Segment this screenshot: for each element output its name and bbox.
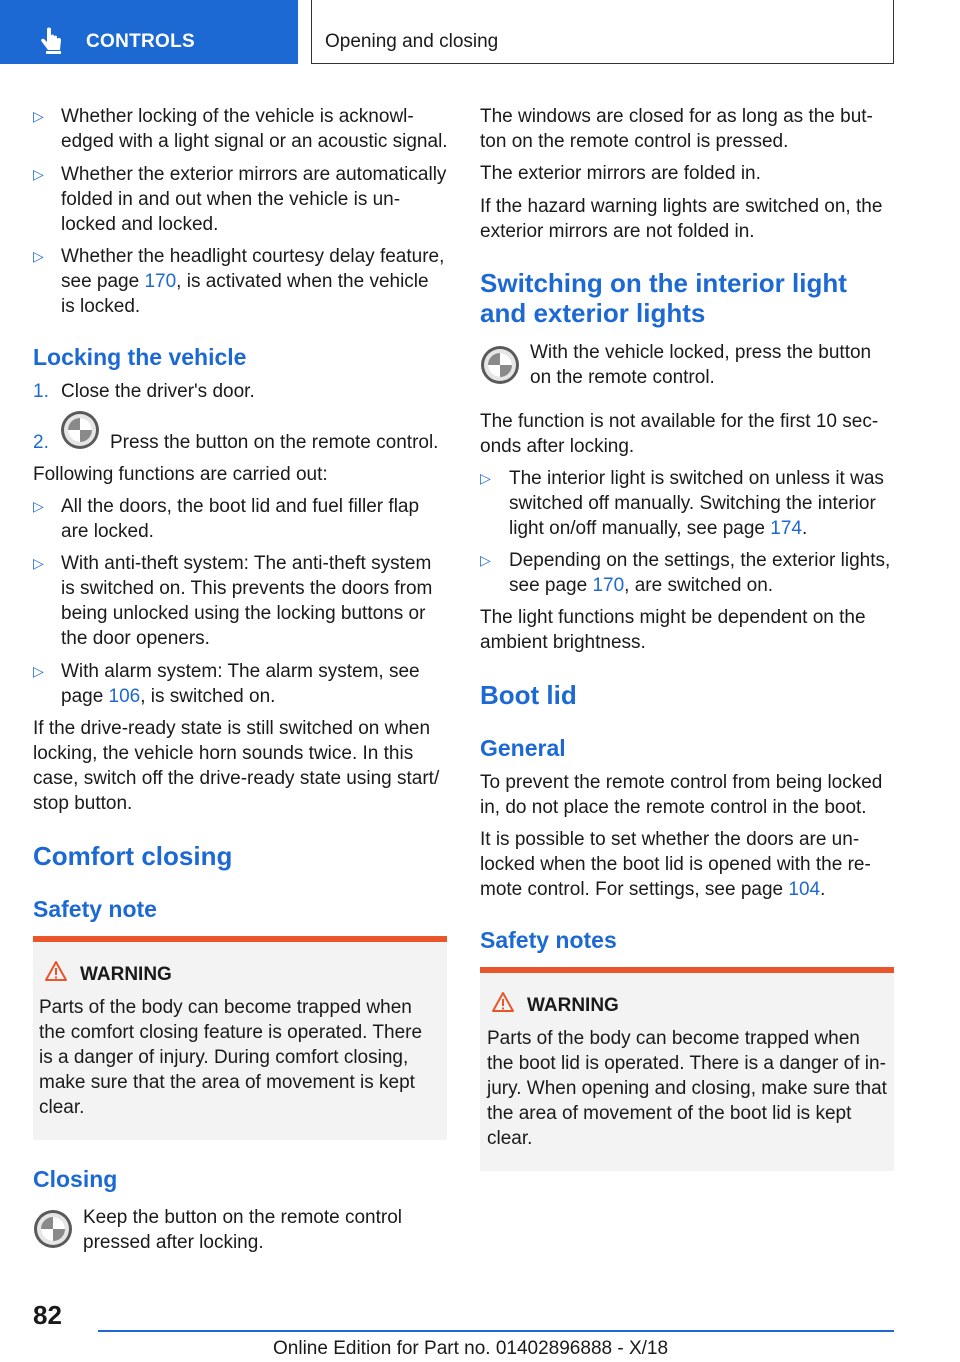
text-line: The interior light is switched on unless it was [509,468,884,489]
heading-interior-light: Switching on the interior light [480,268,847,298]
text-line: locking, the vehicle horn sounds twice. In this [33,743,414,764]
text-line: If the drive-ready state is still switched on when [33,718,431,739]
remote-lock-button-icon [33,1209,73,1249]
heading-general: General [480,735,566,761]
bullet-icon: ▷ [480,552,491,568]
text-line: jury. When opening and closing, make sure that [487,1078,887,1099]
text-line: Whether locking of the vehicle is acknowl- [61,106,414,127]
heading-interior-light-line2: and exterior lights [480,298,706,328]
text-line: It is possible to set whether the doors are un- [480,829,860,850]
text-line: see page 170, is activated when the vehicle [61,271,429,292]
page-link[interactable]: 170 [592,575,625,596]
text-line: case, switch off the drive-ready state using start/ [33,768,440,789]
remote-lock-button-icon [60,410,100,450]
bullet-icon: ▷ [33,166,44,182]
text-line: ton on the remote control is pressed. [480,131,789,152]
hand-pointer-icon [36,26,66,56]
remote-lock-button-icon [480,345,520,385]
warning-triangle-icon [491,991,515,1013]
text-line: All the doors, the boot lid and fuel filler flap [61,496,420,517]
text-line: page 106, is switched on. [61,686,276,707]
bullet-icon: ▷ [33,498,44,514]
text-line: With alarm system: The alarm system, see [61,661,420,682]
text-line: The function is not available for the first 10 sec- [480,411,879,432]
text-line: clear. [487,1128,533,1149]
text-line: is a danger of injury. During comfort closing, [39,1047,409,1068]
warning-title: WARNING [527,995,619,1016]
text-line: the door openers. [61,628,210,649]
section-label: CONTROLS [86,31,196,52]
text-line: being unlocked using the locking buttons or [61,603,426,624]
text-line: ambient brightness. [480,632,646,653]
text-line: pressed after locking. [83,1232,264,1253]
heading-boot-lid: Boot lid [480,680,577,710]
text-line: locked when the boot lid is opened with the re- [480,854,871,875]
heading-comfort-closing: Comfort closing [33,841,233,871]
text-line: With the vehicle locked, press the button [530,342,872,363]
text-line: Whether the exterior mirrors are automatically [61,164,447,185]
page-number: 82 [33,1300,62,1330]
heading-closing: Closing [33,1166,118,1192]
text-line: clear. [39,1097,85,1118]
text-line: Following functions are carried out: [33,464,328,485]
text-line: are locked. [61,521,154,542]
text-line: To prevent the remote control from being locked [480,772,883,793]
page-link[interactable]: 174 [770,518,802,539]
text-line: Close the driver's door. [61,381,255,402]
text-line: Depending on the settings, the exterior lights, [509,550,891,571]
heading-safety-notes: Safety notes [480,927,617,953]
text-line: locked and locked. [61,214,219,235]
page-link[interactable]: 170 [144,271,177,292]
step-number: 1. [33,381,49,402]
warning-title: WARNING [80,964,172,985]
text-line: Parts of the body can become trapped when [487,1028,860,1049]
page-link[interactable]: 104 [788,879,821,900]
bullet-icon: ▷ [33,248,44,264]
text-line: light on/off manually, see page 174. [509,518,808,539]
text-line: the area of movement of the boot lid is kept [487,1103,852,1124]
text-line: mote control. For settings, see page 104. [480,879,826,900]
step-number: 2. [33,432,49,453]
text-line: The light functions might be dependent on the [480,607,866,628]
text-line: stop button. [33,793,133,814]
text-line: onds after locking. [480,436,635,457]
text-line: If the hazard warning lights are switched on, the [480,196,883,217]
text-line: see page 170, are switched on. [509,575,774,596]
heading-locking: Locking the vehicle [33,344,247,370]
text-line: make sure that the area of movement is kept [39,1072,415,1093]
text-line: Keep the button on the remote control [83,1207,402,1228]
text-line: in, do not place the remote control in the boot. [480,797,867,818]
heading-safety-note: Safety note [33,896,157,922]
text-line: Whether the headlight courtesy delay feature, [61,246,445,267]
text-line: folded in and out when the vehicle is un- [61,189,401,210]
page-link[interactable]: 106 [108,686,141,707]
bullet-icon: ▷ [33,555,44,571]
text-line: Press the button on the remote control. [110,432,439,453]
text-line: the boot lid is operated. There is a danger of in- [487,1053,886,1074]
bullet-icon: ▷ [480,470,491,486]
text-line: exterior mirrors are not folded in. [480,221,755,242]
text-line: on the remote control. [530,367,715,388]
footer-edition: Online Edition for Part no. 01402896888 - X/18 [273,1338,669,1359]
text-line: The windows are closed for as long as the but- [480,106,873,127]
text-line: edged with a light signal or an acoustic signal. [61,131,448,152]
text-line: Parts of the body can become trapped when [39,997,412,1018]
text-line: switched off manually. Switching the interior [509,493,876,514]
bullet-icon: ▷ [33,663,44,679]
chapter-title: Opening and closing [325,31,499,52]
footer-divider [98,1330,894,1332]
bullet-icon: ▷ [33,108,44,124]
text-line: The exterior mirrors are folded in. [480,163,761,184]
text-line: is switched on. This prevents the doors from [61,578,433,599]
text-line: the comfort closing feature is operated. There [39,1022,423,1043]
text-line: is locked. [61,296,141,317]
warning-triangle-icon [44,960,68,982]
text-line: With anti-theft system: The anti-theft system [61,553,432,574]
